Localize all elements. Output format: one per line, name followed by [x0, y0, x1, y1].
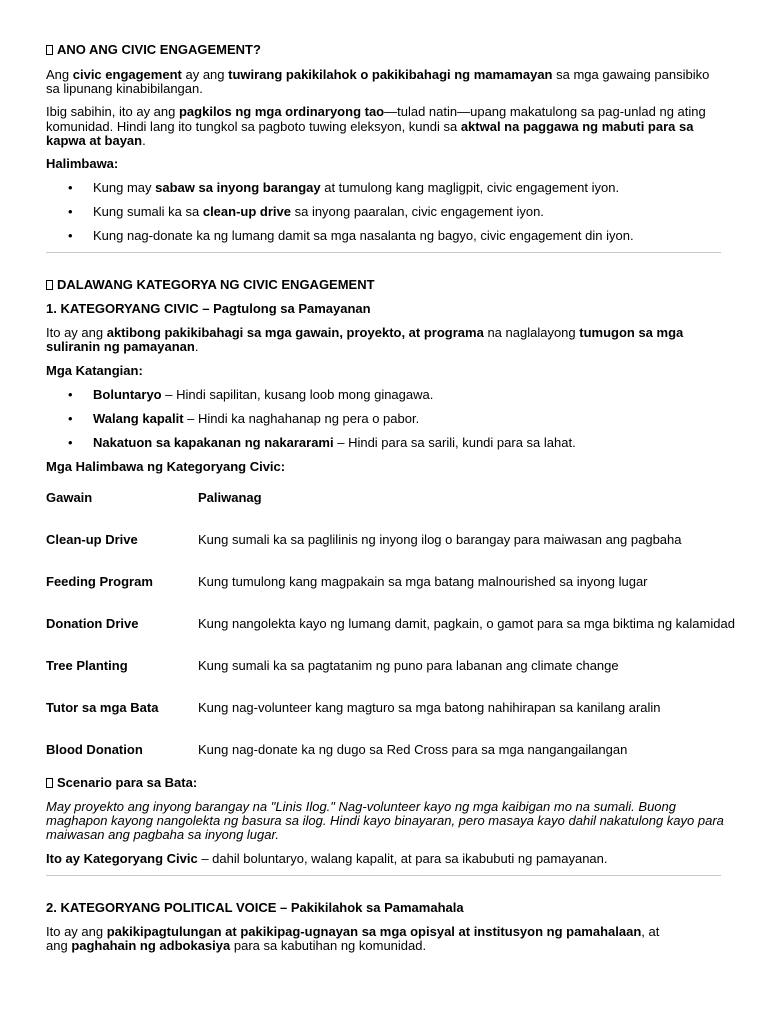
table-cell-paliwanag: Kung nag-donate ka ng dugo sa Red Cross para sa mga nangangailangan	[198, 742, 628, 757]
list-item: Kung may sabaw sa inyong barangay at tumulong kang magligpit, civic engagement iyon.	[93, 180, 620, 195]
table-cell-paliwanag: Kung nangolekta kayo ng lumang damit, pagkain, o gamot para sa mga biktima ng kalamidad	[198, 616, 735, 631]
table-cell-gawain: Tree Planting	[46, 658, 128, 673]
table-cell-gawain: Clean-up Drive	[46, 532, 138, 547]
paragraph-political-definition-cont: ang paghahain ng adbokasiya para sa kabutihan ng komunidad.	[46, 938, 427, 953]
table-cell-paliwanag: Kung nag-volunteer kang magturo sa mga batong nahihirapan sa kanilang aralin	[198, 700, 661, 715]
list-item: Boluntaryo – Hindi sapilitan, kusang loob mong ginagawa.	[93, 387, 434, 402]
bullet-icon: •	[68, 411, 73, 426]
paragraph-definition: Ang civic engagement ay ang tuwirang pakikilahok o pakikibahagi ng mamamayan sa mga gawaing pansibiko	[46, 67, 710, 82]
scenario-label: Scenario para sa Bata:	[46, 776, 197, 790]
examples-label: Halimbawa:	[46, 156, 119, 171]
scenario-text-line: May proyekto ang inyong barangay na "Linis Ilog." Nag-volunteer kayo ng mga kaibigan mo na sumali. Buong	[46, 799, 676, 814]
list-item: Kung sumali ka sa clean-up drive sa inyong paaralan, civic engagement iyon.	[93, 204, 544, 219]
paragraph-meaning-line3: kapwa at bayan.	[46, 133, 146, 148]
bullet-icon: •	[68, 228, 73, 243]
paragraph-meaning-line2: komunidad. Hindi lang ito tungkol sa pagboto tuwing eleksyon, kundi sa aktwal na paggawa ng mabuti para sa	[46, 119, 694, 134]
divider	[46, 875, 721, 876]
table-cell-gawain: Tutor sa mga Bata	[46, 700, 159, 715]
table-header-paliwanag: Paliwanag	[198, 490, 262, 505]
bullet-icon: •	[68, 204, 73, 219]
table-cell-gawain: Feeding Program	[46, 574, 153, 589]
traits-label: Mga Katangian:	[46, 363, 143, 378]
bullet-icon: •	[68, 180, 73, 195]
missing-glyph-icon	[46, 778, 53, 788]
table-cell-gawain: Donation Drive	[46, 616, 139, 631]
bullet-icon: •	[68, 387, 73, 402]
paragraph-definition-cont: sa lipunang kinabibilangan.	[46, 81, 203, 96]
missing-glyph-icon	[46, 45, 53, 55]
paragraph-civic-definition: Ito ay ang aktibong pakikibahagi sa mga gawain, proyekto, at programa na naglalayong tumugon sa mga	[46, 325, 684, 340]
list-item: Walang kapalit – Hindi ka naghahanap ng pera o pabor.	[93, 411, 420, 426]
paragraph-political-definition: Ito ay ang pakikipagtulungan at pakikipag-ugnayan sa mga opisyal at institusyon ng pamahalaan, at	[46, 924, 660, 939]
scenario-text-line: maghapon kayong nangolekta ng basura sa ilog. Hindi kayo binayaran, pero masaya kayo dahil nakatulong kayo para	[46, 813, 724, 828]
subsection-title-civic: 1. KATEGORYANG CIVIC – Pagtulong sa Pamayanan	[46, 301, 371, 316]
bullet-icon: •	[68, 435, 73, 450]
table-cell-paliwanag: Kung sumali ka sa paglilinis ng inyong ilog o barangay para maiwasan ang pagbaha	[198, 532, 682, 547]
table-cell-paliwanag: Kung sumali ka sa pagtatanim ng puno para labanan ang climate change	[198, 658, 619, 673]
subsection-title-political-voice: 2. KATEGORYANG POLITICAL VOICE – Pakikilahok sa Pamamahala	[46, 900, 464, 915]
paragraph-meaning: Ibig sabihin, ito ay ang pagkilos ng mga ordinaryong tao—tulad natin—upang makatulong sa pag-unlad ng ating	[46, 104, 706, 119]
section-title-categories: DALAWANG KATEGORYA NG CIVIC ENGAGEMENT	[46, 278, 375, 292]
list-item: Nakatuon sa kapakanan ng nakararami – Hindi para sa sarili, kundi para sa lahat.	[93, 435, 576, 450]
examples-table-label: Mga Halimbawa ng Kategoryang Civic:	[46, 459, 286, 474]
missing-glyph-icon	[46, 280, 53, 290]
divider	[46, 252, 721, 253]
table-cell-paliwanag: Kung tumulong kang magpakain sa mga batang malnourished sa inyong lugar	[198, 574, 648, 589]
table-header-gawain: Gawain	[46, 490, 93, 505]
paragraph-civic-definition-cont: suliranin ng pamayanan.	[46, 339, 199, 354]
section-title-civic-engagement: ANO ANG CIVIC ENGAGEMENT?	[46, 43, 261, 57]
scenario-conclusion: Ito ay Kategoryang Civic – dahil boluntaryo, walang kapalit, at para sa ikabubuti ng pamayanan.	[46, 851, 608, 866]
table-cell-gawain: Blood Donation	[46, 742, 143, 757]
scenario-text-line: maiwasan ang pagbaha sa inyong lugar.	[46, 827, 279, 842]
list-item: Kung nag-donate ka ng lumang damit sa mga nasalanta ng bagyo, civic engagement din iyon.	[93, 228, 634, 243]
